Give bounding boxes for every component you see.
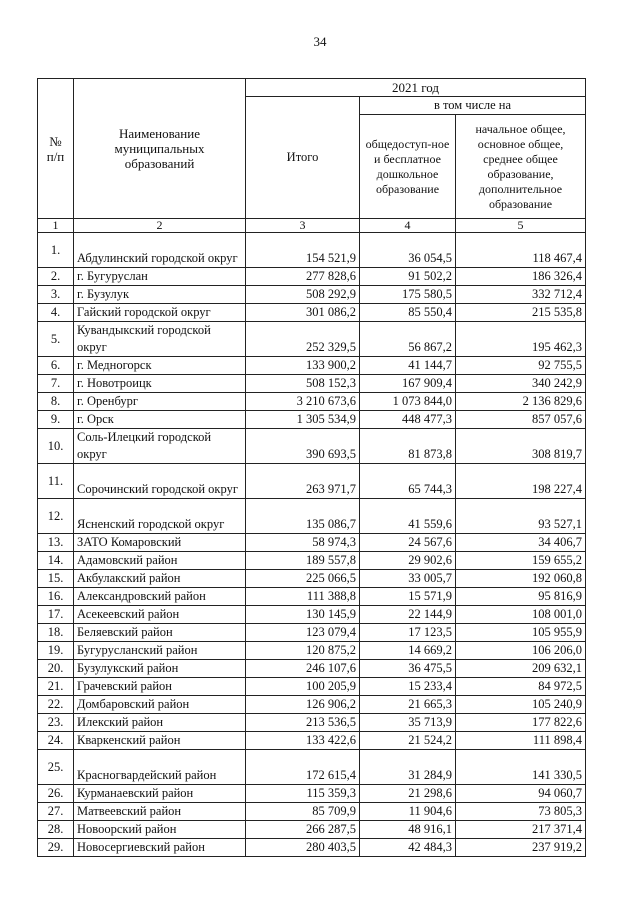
preschool-value: 81 873,8 bbox=[360, 429, 456, 464]
table-row bbox=[38, 642, 586, 660]
municipality-name: Акбулакский район bbox=[74, 570, 246, 588]
table-row bbox=[38, 233, 586, 268]
table-row bbox=[38, 357, 586, 375]
preschool-value: 22 144,9 bbox=[360, 606, 456, 624]
total-value: 266 287,5 bbox=[246, 821, 360, 839]
preschool-value: 91 502,2 bbox=[360, 268, 456, 286]
total-value: 225 066,5 bbox=[246, 570, 360, 588]
table-row bbox=[38, 499, 586, 534]
municipality-name: Беляевский район bbox=[74, 624, 246, 642]
row-number: 28. bbox=[38, 821, 74, 839]
preschool-value: 167 909,4 bbox=[360, 375, 456, 393]
general-value: 118 467,4 bbox=[456, 233, 586, 268]
row-number: 29. bbox=[38, 839, 74, 857]
row-number: 3. bbox=[38, 286, 74, 304]
total-value: 111 388,8 bbox=[246, 588, 360, 606]
preschool-value: 41 144,7 bbox=[360, 357, 456, 375]
total-value: 172 615,4 bbox=[246, 750, 360, 785]
table-row bbox=[38, 714, 586, 732]
total-value: 508 152,3 bbox=[246, 375, 360, 393]
row-number: 17. bbox=[38, 606, 74, 624]
row-number: 6. bbox=[38, 357, 74, 375]
table-row bbox=[38, 268, 586, 286]
table-row bbox=[38, 785, 586, 803]
municipality-name: Кувандыкский городской округ bbox=[74, 322, 246, 357]
general-value: 94 060,7 bbox=[456, 785, 586, 803]
row-number: 11. bbox=[38, 464, 74, 499]
preschool-value: 85 550,4 bbox=[360, 304, 456, 322]
preschool-value: 21 524,2 bbox=[360, 732, 456, 750]
preschool-value: 65 744,3 bbox=[360, 464, 456, 499]
column-number: 4 bbox=[360, 219, 456, 233]
table-row bbox=[38, 304, 586, 322]
total-value: 115 359,3 bbox=[246, 785, 360, 803]
row-number: 9. bbox=[38, 411, 74, 429]
general-value: 217 371,4 bbox=[456, 821, 586, 839]
table-row bbox=[38, 588, 586, 606]
general-value: 84 972,5 bbox=[456, 678, 586, 696]
row-number: 8. bbox=[38, 393, 74, 411]
municipality-name: Курманаевский район bbox=[74, 785, 246, 803]
table-row bbox=[38, 821, 586, 839]
general-value: 34 406,7 bbox=[456, 534, 586, 552]
header-row-number: № п/п bbox=[38, 79, 74, 219]
row-number: 14. bbox=[38, 552, 74, 570]
total-value: 123 079,4 bbox=[246, 624, 360, 642]
municipality-name: Кваркенский район bbox=[74, 732, 246, 750]
table-row bbox=[38, 696, 586, 714]
total-value: 126 906,2 bbox=[246, 696, 360, 714]
preschool-value: 42 484,3 bbox=[360, 839, 456, 857]
table-row bbox=[38, 375, 586, 393]
preschool-value: 36 475,5 bbox=[360, 660, 456, 678]
general-value: 215 535,8 bbox=[456, 304, 586, 322]
municipality-name: Асекеевский район bbox=[74, 606, 246, 624]
general-value: 340 242,9 bbox=[456, 375, 586, 393]
preschool-value: 14 669,2 bbox=[360, 642, 456, 660]
table-row bbox=[38, 624, 586, 642]
general-value: 159 655,2 bbox=[456, 552, 586, 570]
total-value: 390 693,5 bbox=[246, 429, 360, 464]
row-number: 20. bbox=[38, 660, 74, 678]
row-number: 26. bbox=[38, 785, 74, 803]
preschool-value: 36 054,5 bbox=[360, 233, 456, 268]
preschool-value: 31 284,9 bbox=[360, 750, 456, 785]
total-value: 133 900,2 bbox=[246, 357, 360, 375]
header-general: начальное общее, основное общее, среднее общее образование, дополнительное образование bbox=[456, 115, 586, 219]
municipality-name: Красногвардейский район bbox=[74, 750, 246, 785]
general-value: 195 462,3 bbox=[456, 322, 586, 357]
general-value: 186 326,4 bbox=[456, 268, 586, 286]
general-value: 308 819,7 bbox=[456, 429, 586, 464]
general-value: 111 898,4 bbox=[456, 732, 586, 750]
general-value: 209 632,1 bbox=[456, 660, 586, 678]
column-number: 1 bbox=[38, 219, 74, 233]
column-number: 5 bbox=[456, 219, 586, 233]
total-value: 508 292,9 bbox=[246, 286, 360, 304]
municipality-name: Грачевский район bbox=[74, 678, 246, 696]
general-value: 105 240,9 bbox=[456, 696, 586, 714]
preschool-value: 29 902,6 bbox=[360, 552, 456, 570]
total-value: 130 145,9 bbox=[246, 606, 360, 624]
preschool-value: 33 005,7 bbox=[360, 570, 456, 588]
table-row bbox=[38, 534, 586, 552]
general-value: 106 206,0 bbox=[456, 642, 586, 660]
general-value: 108 001,0 bbox=[456, 606, 586, 624]
municipality-name: Бугурусланский район bbox=[74, 642, 246, 660]
preschool-value: 35 713,9 bbox=[360, 714, 456, 732]
table-row bbox=[38, 464, 586, 499]
preschool-value: 17 123,5 bbox=[360, 624, 456, 642]
total-value: 280 403,5 bbox=[246, 839, 360, 857]
municipality-name: Ясненский городской округ bbox=[74, 499, 246, 534]
municipality-name: Матвеевский район bbox=[74, 803, 246, 821]
header-municipality-name: Наименование муниципальных образований bbox=[74, 79, 246, 219]
total-value: 3 210 673,6 bbox=[246, 393, 360, 411]
municipality-name: Абдулинский городской округ bbox=[74, 233, 246, 268]
total-value: 154 521,9 bbox=[246, 233, 360, 268]
table-row bbox=[38, 678, 586, 696]
municipality-name: Александровский район bbox=[74, 588, 246, 606]
table-row bbox=[38, 803, 586, 821]
general-value: 198 227,4 bbox=[456, 464, 586, 499]
municipality-name: Гайский городской округ bbox=[74, 304, 246, 322]
general-value: 2 136 829,6 bbox=[456, 393, 586, 411]
row-number: 15. bbox=[38, 570, 74, 588]
general-value: 93 527,1 bbox=[456, 499, 586, 534]
municipality-name: Домбаровский район bbox=[74, 696, 246, 714]
table-row bbox=[38, 660, 586, 678]
municipality-name: г. Бузулук bbox=[74, 286, 246, 304]
preschool-value: 56 867,2 bbox=[360, 322, 456, 357]
header-preschool: общедоступ-ное и бесплатное дошкольное образование bbox=[360, 115, 456, 219]
total-value: 85 709,9 bbox=[246, 803, 360, 821]
row-number: 2. bbox=[38, 268, 74, 286]
row-number: 1. bbox=[38, 233, 74, 268]
preschool-value: 1 073 844,0 bbox=[360, 393, 456, 411]
header-including: в том числе на bbox=[360, 97, 586, 115]
total-value: 252 329,5 bbox=[246, 322, 360, 357]
preschool-value: 15 233,4 bbox=[360, 678, 456, 696]
preschool-value: 21 665,3 bbox=[360, 696, 456, 714]
table-row bbox=[38, 732, 586, 750]
total-value: 120 875,2 bbox=[246, 642, 360, 660]
municipality-name: г. Бугуруслан bbox=[74, 268, 246, 286]
total-value: 277 828,6 bbox=[246, 268, 360, 286]
total-value: 189 557,8 bbox=[246, 552, 360, 570]
total-value: 100 205,9 bbox=[246, 678, 360, 696]
column-number-row bbox=[38, 219, 586, 233]
table-row bbox=[38, 552, 586, 570]
total-value: 133 422,6 bbox=[246, 732, 360, 750]
preschool-value: 448 477,3 bbox=[360, 411, 456, 429]
row-number: 5. bbox=[38, 322, 74, 357]
municipality-name: ЗАТО Комаровский bbox=[74, 534, 246, 552]
general-value: 177 822,6 bbox=[456, 714, 586, 732]
table-row bbox=[38, 393, 586, 411]
row-number: 18. bbox=[38, 624, 74, 642]
preschool-value: 24 567,6 bbox=[360, 534, 456, 552]
preschool-value: 11 904,6 bbox=[360, 803, 456, 821]
row-number: 16. bbox=[38, 588, 74, 606]
total-value: 263 971,7 bbox=[246, 464, 360, 499]
column-number: 2 bbox=[74, 219, 246, 233]
header-total: Итого bbox=[246, 97, 360, 219]
preschool-value: 175 580,5 bbox=[360, 286, 456, 304]
general-value: 332 712,4 bbox=[456, 286, 586, 304]
row-number: 22. bbox=[38, 696, 74, 714]
municipality-name: Адамовский район bbox=[74, 552, 246, 570]
total-value: 58 974,3 bbox=[246, 534, 360, 552]
row-number: 23. bbox=[38, 714, 74, 732]
row-number: 7. bbox=[38, 375, 74, 393]
general-value: 105 955,9 bbox=[456, 624, 586, 642]
row-number: 13. bbox=[38, 534, 74, 552]
table-row bbox=[38, 839, 586, 857]
row-number: 4. bbox=[38, 304, 74, 322]
municipality-name: Новосергиевский район bbox=[74, 839, 246, 857]
municipality-name: г. Орск bbox=[74, 411, 246, 429]
table-row bbox=[38, 411, 586, 429]
table-row bbox=[38, 322, 586, 357]
row-number: 27. bbox=[38, 803, 74, 821]
row-number: 21. bbox=[38, 678, 74, 696]
general-value: 92 755,5 bbox=[456, 357, 586, 375]
municipality-name: г. Новотроицк bbox=[74, 375, 246, 393]
municipality-name: Соль-Илецкий городской округ bbox=[74, 429, 246, 464]
total-value: 246 107,6 bbox=[246, 660, 360, 678]
total-value: 213 536,5 bbox=[246, 714, 360, 732]
table-row bbox=[38, 286, 586, 304]
preschool-value: 41 559,6 bbox=[360, 499, 456, 534]
general-value: 237 919,2 bbox=[456, 839, 586, 857]
table-row bbox=[38, 570, 586, 588]
municipality-name: г. Оренбург bbox=[74, 393, 246, 411]
page-number: 34 bbox=[313, 34, 327, 49]
municipality-name: Бузулукский район bbox=[74, 660, 246, 678]
preschool-value: 21 298,6 bbox=[360, 785, 456, 803]
header-year: 2021 год bbox=[246, 79, 586, 97]
municipality-name: Илекский район bbox=[74, 714, 246, 732]
municipality-name: Новоорский район bbox=[74, 821, 246, 839]
table-row bbox=[38, 750, 586, 785]
general-value: 857 057,6 bbox=[456, 411, 586, 429]
municipality-name: г. Медногорск bbox=[74, 357, 246, 375]
municipality-name: Сорочинский городской округ bbox=[74, 464, 246, 499]
table-body bbox=[38, 233, 586, 857]
table-row bbox=[38, 429, 586, 464]
general-value: 141 330,5 bbox=[456, 750, 586, 785]
row-number: 12. bbox=[38, 499, 74, 534]
total-value: 135 086,7 bbox=[246, 499, 360, 534]
budget-table bbox=[37, 78, 586, 857]
preschool-value: 48 916,1 bbox=[360, 821, 456, 839]
row-number: 24. bbox=[38, 732, 74, 750]
row-number: 25. bbox=[38, 750, 74, 785]
column-number: 3 bbox=[246, 219, 360, 233]
general-value: 73 805,3 bbox=[456, 803, 586, 821]
row-number: 10. bbox=[38, 429, 74, 464]
general-value: 192 060,8 bbox=[456, 570, 586, 588]
table-header bbox=[38, 79, 586, 233]
general-value: 95 816,9 bbox=[456, 588, 586, 606]
total-value: 1 305 534,9 bbox=[246, 411, 360, 429]
row-number: 19. bbox=[38, 642, 74, 660]
total-value: 301 086,2 bbox=[246, 304, 360, 322]
preschool-value: 15 571,9 bbox=[360, 588, 456, 606]
table-row bbox=[38, 606, 586, 624]
